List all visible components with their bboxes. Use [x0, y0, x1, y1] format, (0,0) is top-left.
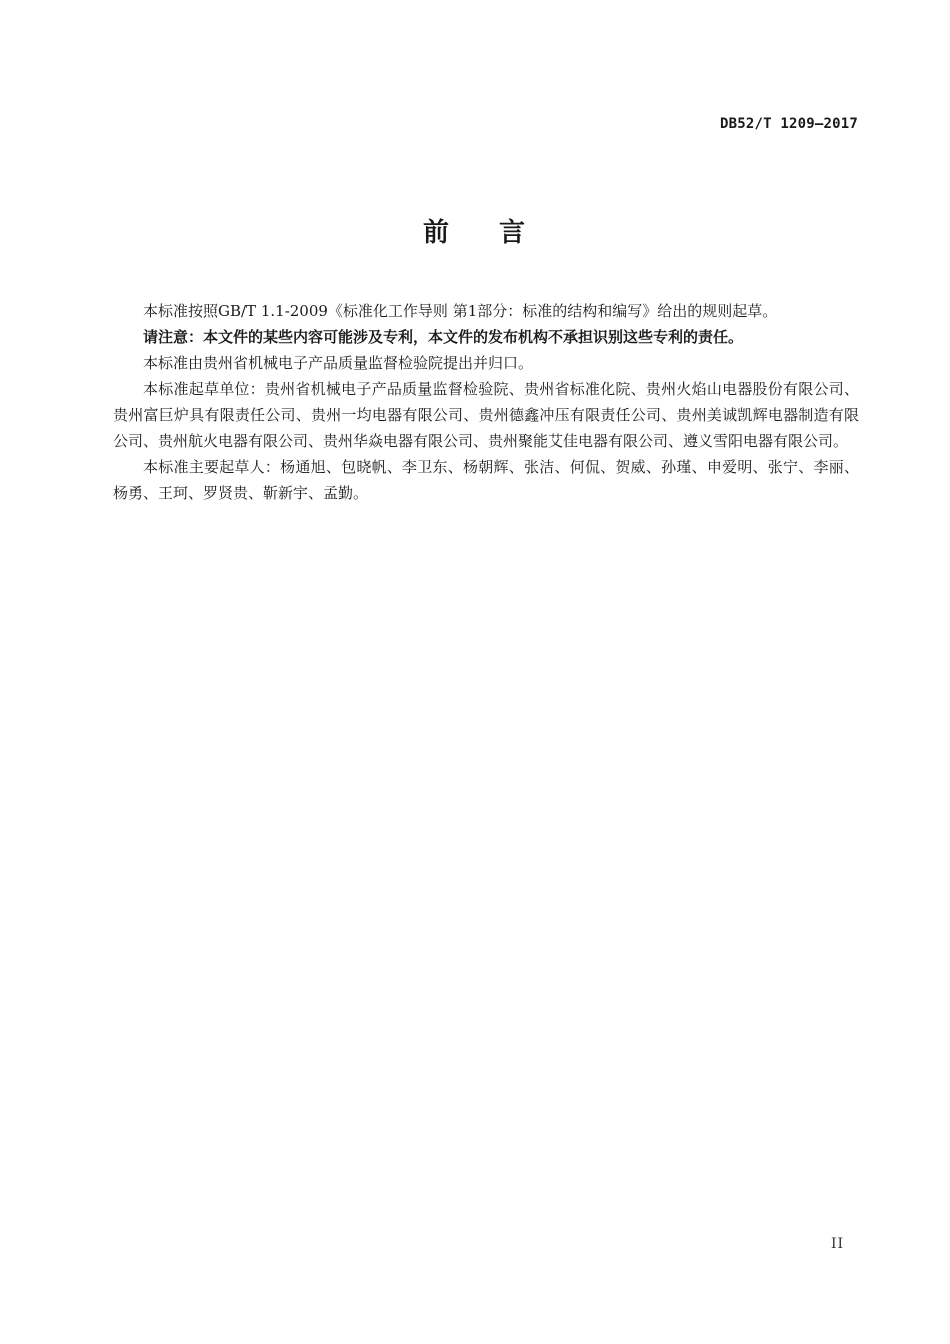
- foreword-body: [113, 298, 859, 506]
- paragraph-drafters: 本标准主要起草人：杨通旭、包晓帆、李卫东、杨朝辉、张洁、何侃、贺威、孙瑾、申爱明、张宁、李丽、杨勇、王珂、罗贤贵、靳新宇、孟勤。: [113, 458, 859, 502]
- title-char-1: 前: [422, 218, 451, 248]
- paragraph-patent-notice: 请注意：本文件的某些内容可能涉及专利，本文件的发布机构不承担识别这些专利的责任。: [143, 328, 744, 346]
- paragraph-drafting-rules: 本标准按照GB/T 1.1-2009《标准化工作导则 第1部分：标准的结构和编写》给出的规则起草。: [143, 302, 778, 320]
- paragraph-drafting-units: 本标准起草单位：贵州省机械电子产品质量监督检验院、贵州省标准化院、贵州火焰山电器股份有限公司、贵州富巨炉具有限责任公司、贵州一均电器有限公司、贵州德鑫冲压有限责任公司、贵州美诚凯辉电器制造有限公司、贵州航火电器有限公司、贵州华焱电器有限公司、贵州聚能艾佳电器有限公司、遵义雪阳电器有限公司。: [113, 380, 859, 450]
- document-code: DB52/T 1209—2017: [719, 116, 858, 132]
- page-title: [0, 212, 950, 249]
- paragraph-proposer: 本标准由贵州省机械电子产品质量监督检验院提出并归口。: [143, 354, 534, 372]
- title-char-2: 言: [499, 218, 528, 248]
- page-number: II: [830, 1236, 844, 1252]
